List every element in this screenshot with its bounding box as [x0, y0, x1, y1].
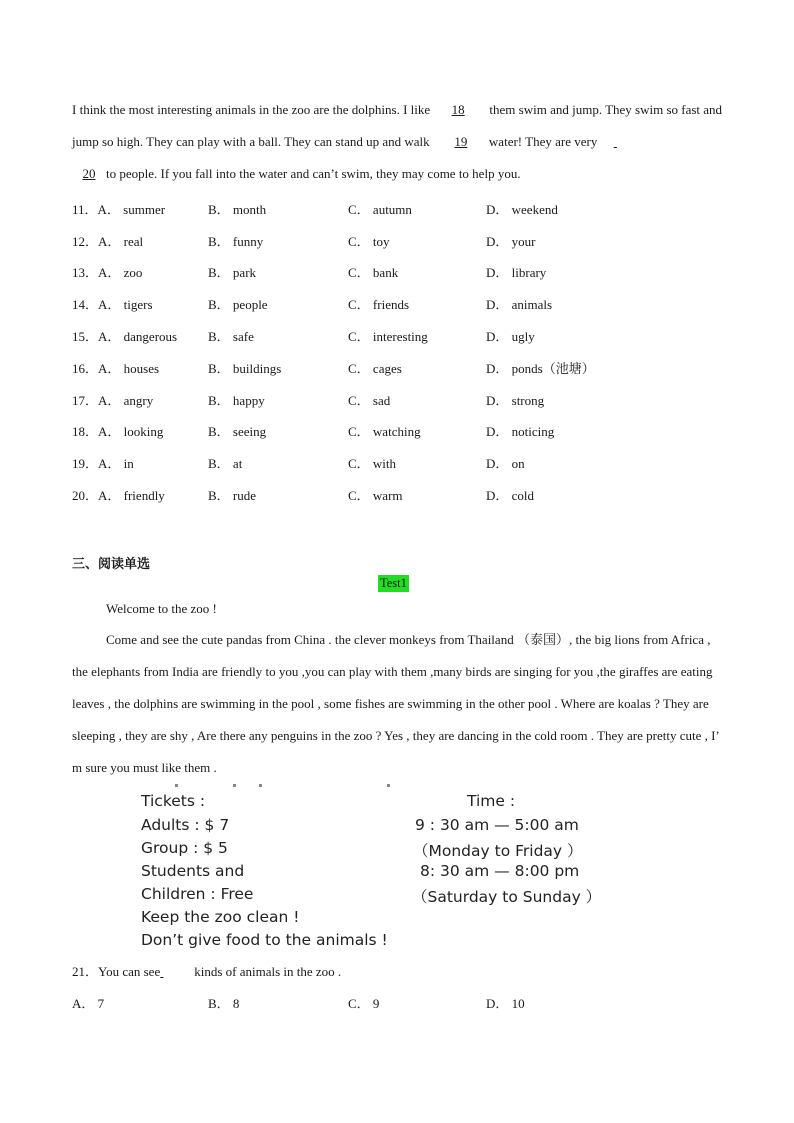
choice-b: B． at	[208, 456, 243, 471]
choice-num: 14．	[72, 297, 99, 312]
choice-a: A． houses	[98, 361, 160, 376]
notice-time1: 9 : 30 am — 5:00 am	[415, 816, 579, 834]
choice-c: C． warm	[348, 488, 403, 503]
choice-c: C． 9	[348, 996, 380, 1011]
choice-a: A． real	[98, 234, 144, 249]
choice-num: 16．	[72, 361, 99, 376]
choice-d: D． cold	[486, 488, 535, 503]
choice-b: B． safe	[208, 329, 254, 344]
choice-a: A． zoo	[98, 265, 143, 280]
choice-d: D． your	[486, 234, 536, 249]
choice-a: A． dangerous	[98, 329, 178, 344]
notice-time: Time :	[467, 792, 516, 810]
choice-c: C． toy	[348, 234, 390, 249]
reading-welcome: Welcome to the zoo !	[106, 601, 217, 616]
choice-d: D． on	[486, 456, 525, 471]
choice-c: C． with	[348, 456, 397, 471]
blank-20-spacer	[597, 126, 633, 158]
choice-b: B． park	[208, 265, 257, 280]
choice-num: 15．	[72, 329, 99, 344]
choice-num: 19．	[72, 456, 99, 471]
choice-a: A． summer	[97, 202, 166, 217]
choice-b: B． rude	[208, 488, 257, 503]
choice-b: B． people	[208, 297, 268, 312]
notice-tickets: Tickets :	[141, 792, 206, 810]
choice-c: C． watching	[348, 424, 421, 439]
passage-text-3: water! They are very	[488, 134, 598, 149]
choice-a: A． tigers	[98, 297, 153, 312]
notice-days2: （Saturday to Sunday ）	[412, 888, 602, 906]
choice-num: 11．	[72, 202, 98, 217]
choice-a: A． angry	[98, 393, 154, 408]
choice-c: C． sad	[348, 393, 391, 408]
choice-a: A． friendly	[98, 488, 165, 503]
choice-d: D． 10	[486, 996, 525, 1011]
notice-students: Students and	[141, 862, 245, 880]
choice-c: C． cages	[348, 361, 402, 376]
choice-d: D． animals	[486, 297, 553, 312]
choice-d: D． noticing	[486, 424, 555, 439]
blank-18: 18	[451, 102, 465, 117]
choice-b: B． month	[208, 202, 267, 217]
choice-a: A． 7	[72, 996, 105, 1011]
choice-num: 20．	[72, 488, 99, 503]
test-label: Test1	[380, 576, 407, 590]
question-21	[72, 961, 341, 980]
choice-d: D． library	[486, 265, 547, 280]
choice-d: D． strong	[486, 393, 545, 408]
choice-c: C． interesting	[348, 329, 428, 344]
choice-c: C． friends	[348, 297, 410, 312]
choice-b: B． buildings	[208, 361, 282, 376]
notice-adults: Adults : $ 7	[141, 816, 230, 834]
section-title: 三、阅读单选	[72, 557, 151, 572]
question-stem-a: 21．You can see	[72, 964, 161, 979]
choice-a: A． looking	[98, 424, 164, 439]
choice-num: 17．	[72, 393, 99, 408]
notice-time2: 8: 30 am — 8:00 pm	[420, 862, 580, 880]
choice-c: C． autumn	[348, 202, 412, 217]
passage-text-2: them swim and jump. They swim so fast and jump so high. They can play with a ball. They can stand up and walk	[72, 102, 723, 149]
cloze-passage	[72, 94, 724, 190]
choice-d: D． ponds（池塘）	[486, 361, 595, 376]
choice-a: A． in	[98, 456, 134, 471]
reading-body: Come and see the cute pandas from China . the clever monkeys from Thailand （泰国）, the big lions from Africa , the elephants from India are friendly to you ,you can play with them ,many birds are singing for you ,the giraffes are eating leaves , the dolphins are swimming in the pool , some fishes are swimming in the other pool . Where are koalas ? They are sleeping , they are shy , Are there any penguins in the zoo ? Yes , they are dancing in the cold room . They are pretty cute , I’ m sure you must like them .	[72, 632, 719, 775]
question-blank	[160, 964, 194, 980]
notice-group: Group : $ 5	[141, 839, 228, 857]
choice-b: B． seeing	[208, 424, 267, 439]
zoo-notice	[141, 790, 661, 955]
question-stem-b: kinds of animals in the zoo .	[194, 964, 342, 979]
passage-text-4: to people. If you fall into the water and can’t swim, they may come to help you.	[106, 166, 521, 181]
choice-b: B． 8	[208, 996, 240, 1011]
notice-days1: （Monday to Friday ）	[413, 842, 583, 860]
notice-keep-clean: Keep the zoo clean !	[141, 908, 300, 926]
passage-text-1: I think the most interesting animals in the zoo are the dolphins. I like	[72, 102, 431, 117]
choice-b: B． funny	[208, 234, 264, 249]
choice-b: B． happy	[208, 393, 265, 408]
choice-num: 12．	[72, 234, 99, 249]
blank-20: 20	[82, 166, 96, 181]
choice-num: 18．	[72, 424, 99, 439]
choice-d: D． weekend	[486, 202, 558, 217]
choice-c: C． bank	[348, 265, 399, 280]
choice-num: 13．	[72, 265, 99, 280]
notice-children: Children : Free	[141, 885, 254, 903]
blank-19: 19	[454, 134, 468, 149]
notice-dont-feed: Don’t give food to the animals !	[141, 931, 388, 949]
choice-d: D． ugly	[486, 329, 535, 344]
